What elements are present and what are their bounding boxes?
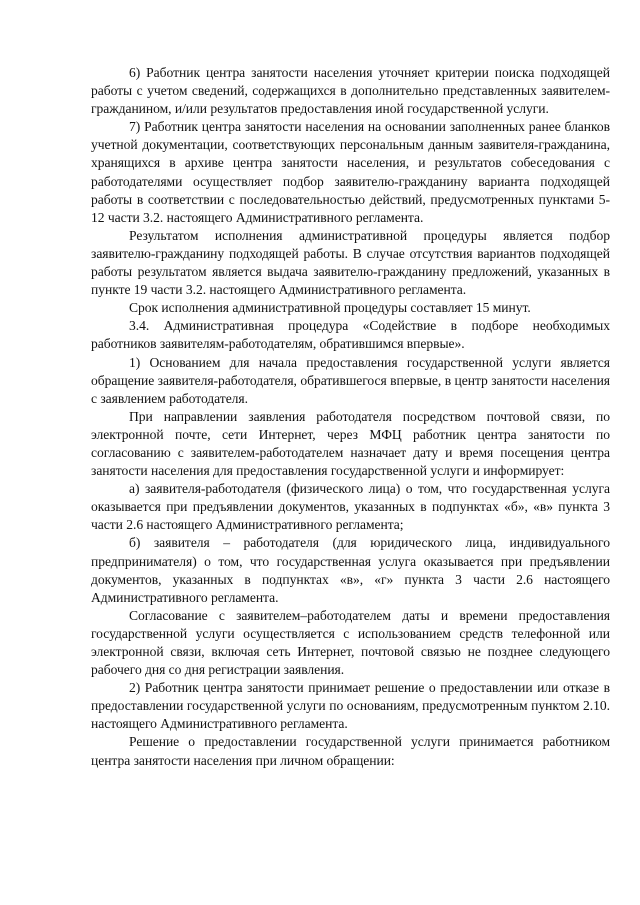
paragraph-decision: Решение о предоставлении государственной услуги принимается работником центра занятости населения при личном обращении: — [91, 734, 610, 768]
paragraph-procedure-result: Результатом исполнения административной процедуры является подбор заявителю-гражданину подходящей работы. В случае отсутствия вариантов подходящей работы результатом является выдача заявителю-гражданину предложений, указанных в пункте 19 части 3.2. настоящего Административного регламента. — [91, 227, 610, 298]
paragraph-item-2: 2) Работник центра занятости принимает решение о предоставлении или отказе в предоставлении государственной услуги по основаниям, предусмотренным пунктом 2.10. настоящего Административного регламента. — [91, 680, 610, 732]
paragraph-subitem-a: а) заявителя-работодателя (физического лица) о том, что государственная услуга оказывается при предъявлении документов, указанных в подпунктах «б», «в» пункта 3 части 2.6 настоящего Административного регламента; — [91, 481, 610, 533]
paragraph-date-agreement: Согласование с заявителем–работодателем даты и времени предоставления государственной услуги осуществляется с использованием средств телефонной или электронной связи, включая сеть Интернет, почтовой связью не позднее следующего рабочего дня со дня регистрации заявления. — [91, 607, 610, 678]
paragraph-subitem-b: б) заявителя – работодателя (для юридического лица, индивидуального предпринимателя) о том, что государственная услуга оказывается при предъявлении документов, указанных в подпунктах «в», «г» пункта 3 части 2.6 настоящего Административного регламента. — [91, 535, 610, 605]
paragraph-item-1: 1) Основанием для начала предоставления государственной услуги является обращение заявителя-работодателя, обратившегося впервые, в центр занятости населения с заявлением работодателя. — [91, 354, 610, 406]
paragraph-item-6: 6) Работник центра занятости населения уточняет критерии поиска подходящей работы с учетом сведений, содержащихся в дополнительно представленных заявителем-гражданином, и/или результатов предоставления иной государственной услуги. — [91, 65, 610, 117]
paragraph-application-channels: При направлении заявления работодателя посредством почтовой связи, по электронной почте, сети Интернет, через МФЦ работник центра занятости по согласованию с заявителем-работодателем назначает дату и время посещения центра занятости населения для предоставления государственной услуги и информирует: — [91, 408, 610, 479]
paragraph-procedure-duration: Срок исполнения административной процедуры составляет 15 минут. — [129, 300, 531, 316]
paragraph-item-7: 7) Работник центра занятости населения на основании заполненных ранее бланков учетной документации, соответствующих персональным данным заявителя-гражданина, хранящихся в архиве центра занятости населения, и результатов собеседования с работодателями осуществляет подбор заявителю-гражданину варианта подходящей работы в соответствии с последовательностью действий, предусмотренных пунктами 5-12 части 3.2. настоящего Административного регламента. — [91, 119, 610, 225]
section-heading-3-4: 3.4. Административная процедура «Содействие в подборе необходимых работников заявителям-работодателям, обратившимся впервые». — [91, 318, 610, 352]
